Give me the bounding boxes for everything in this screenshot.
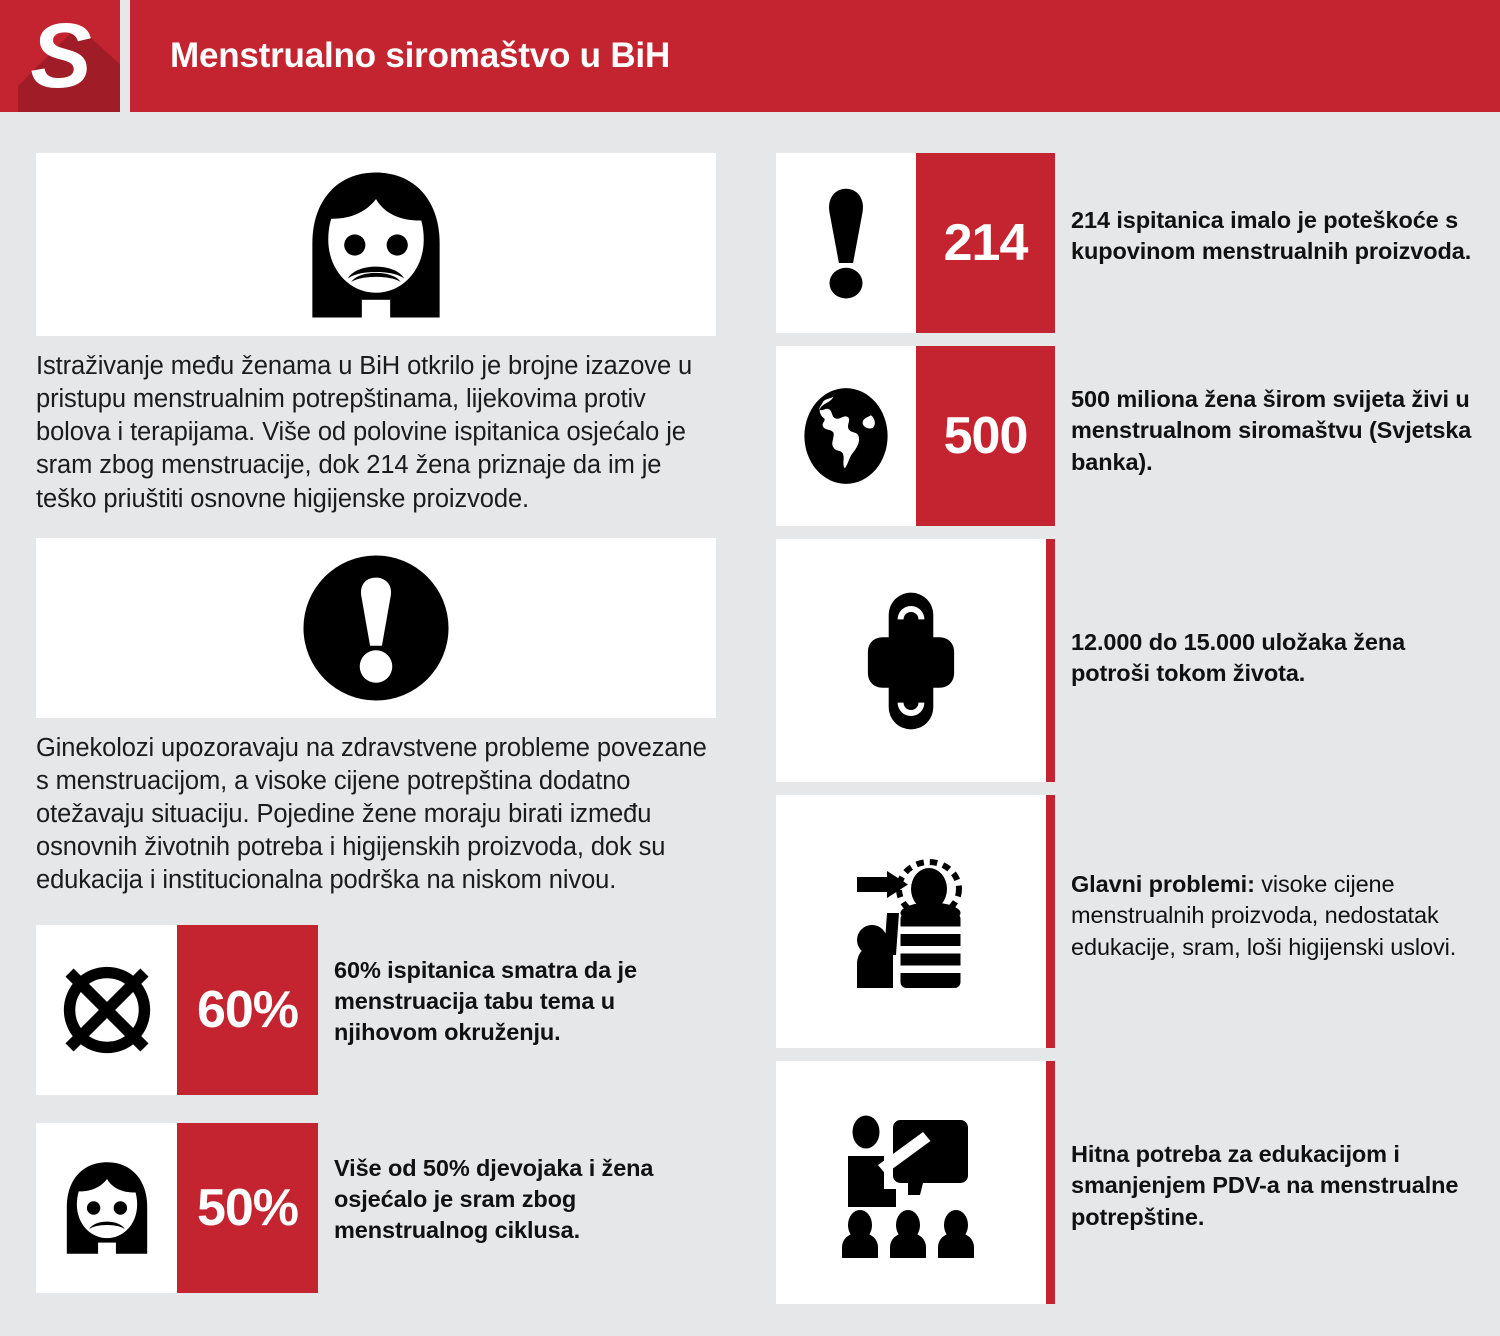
right-icon-box bbox=[776, 1061, 1046, 1304]
right-accent-stripe bbox=[1046, 539, 1055, 782]
right-value-214: 214 bbox=[916, 153, 1055, 333]
header-divider bbox=[120, 0, 130, 112]
stat-row-50 bbox=[36, 1123, 716, 1293]
right-row-214 bbox=[776, 153, 1476, 333]
right-text-problems bbox=[1055, 795, 1476, 963]
money-price-icon bbox=[836, 847, 986, 997]
header-title-bar bbox=[130, 0, 1500, 112]
stat-value-50: 50% bbox=[177, 1123, 318, 1293]
right-column bbox=[776, 153, 1476, 1304]
stat-row-60 bbox=[36, 925, 716, 1095]
right-text-education: Hitna potreba za edukacijom i smanjenjem PDV-a na menstrualne potrepštine. bbox=[1071, 1141, 1459, 1230]
classroom-education-icon bbox=[836, 1108, 986, 1258]
right-icon-box bbox=[776, 539, 1046, 782]
exclamation-circle-icon bbox=[302, 554, 450, 702]
site-logo[interactable] bbox=[0, 0, 120, 112]
left-paragraph-2: Ginekolozi upozoravaju na zdravstvene probleme povezane s menstruacijom, a visoke cijene potrepština dodatno otežavaju situaciju. Pojedine žene moraju birati između osnovnih životnih potreba i higijenskih proizvoda, dok su edukacija i institucionalna podrška na niskom nivou. bbox=[36, 733, 707, 895]
sad-woman-icon bbox=[286, 169, 466, 321]
page-header bbox=[0, 0, 1500, 112]
right-row-pads bbox=[776, 539, 1476, 782]
globe-icon bbox=[794, 384, 898, 488]
sanitary-pad-icon bbox=[856, 586, 966, 736]
right-icon-box bbox=[776, 153, 916, 333]
exclamation-mark-icon bbox=[819, 184, 873, 302]
right-icon-box bbox=[776, 795, 1046, 1048]
left-column bbox=[36, 153, 716, 1293]
right-row-500 bbox=[776, 346, 1476, 526]
right-text-500: 500 miliona žena širom svijeta živi u menstrualnom siromaštvu (Svjetska banka). bbox=[1071, 386, 1472, 475]
right-text-problems-rest: visoke cijene menstrualnih proizvoda, nedostatak edukacije, sram, loši higijenski uslovi. bbox=[1071, 871, 1457, 960]
stat-value-60: 60% bbox=[177, 925, 318, 1095]
right-text-pads: 12.000 do 15.000 uložaka žena potroši tokom života. bbox=[1071, 629, 1406, 687]
right-text-214: 214 ispitanica imalo je poteškoće s kupovinom menstrualnih proizvoda. bbox=[1071, 207, 1472, 265]
right-icon-box bbox=[776, 346, 916, 526]
right-value-500: 500 bbox=[916, 346, 1055, 526]
stat-text-60: 60% ispitanica smatra da je menstruacija tabu tema u njihovom okruženju. bbox=[334, 957, 637, 1046]
hero-panel-woman bbox=[36, 153, 716, 336]
logo-letter: S bbox=[30, 5, 90, 107]
right-accent-stripe bbox=[1046, 1061, 1055, 1304]
page-title: Menstrualno siromaštvo u BiH bbox=[170, 36, 671, 75]
left-paragraph-1: Istraživanje među ženama u BiH otkrilo je brojne izazove u pristupu menstrualnim potrepštinama, lijekovima protiv bolova i terapijama. Više od polovine ispitanica osjećalo je sram zbog menstruacije, dok 214 žena priznaje da im je teško priuštiti osnovne higijenske proizvode. bbox=[36, 352, 693, 513]
stat-icon-box bbox=[36, 925, 177, 1095]
right-accent-stripe bbox=[1046, 795, 1055, 1048]
stat-icon-box bbox=[36, 1123, 177, 1293]
right-row-education bbox=[776, 1061, 1476, 1304]
right-text-problems-label: Glavni problemi: bbox=[1071, 871, 1255, 897]
crossed-out-circle-icon bbox=[55, 958, 159, 1062]
hero-panel-exclamation bbox=[36, 538, 716, 718]
stat-text-50: Više od 50% djevojaka i žena osjećalo je sram zbog menstrualnog ciklusa. bbox=[334, 1155, 654, 1244]
sad-woman-icon bbox=[51, 1160, 163, 1256]
right-row-problems bbox=[776, 795, 1476, 1048]
